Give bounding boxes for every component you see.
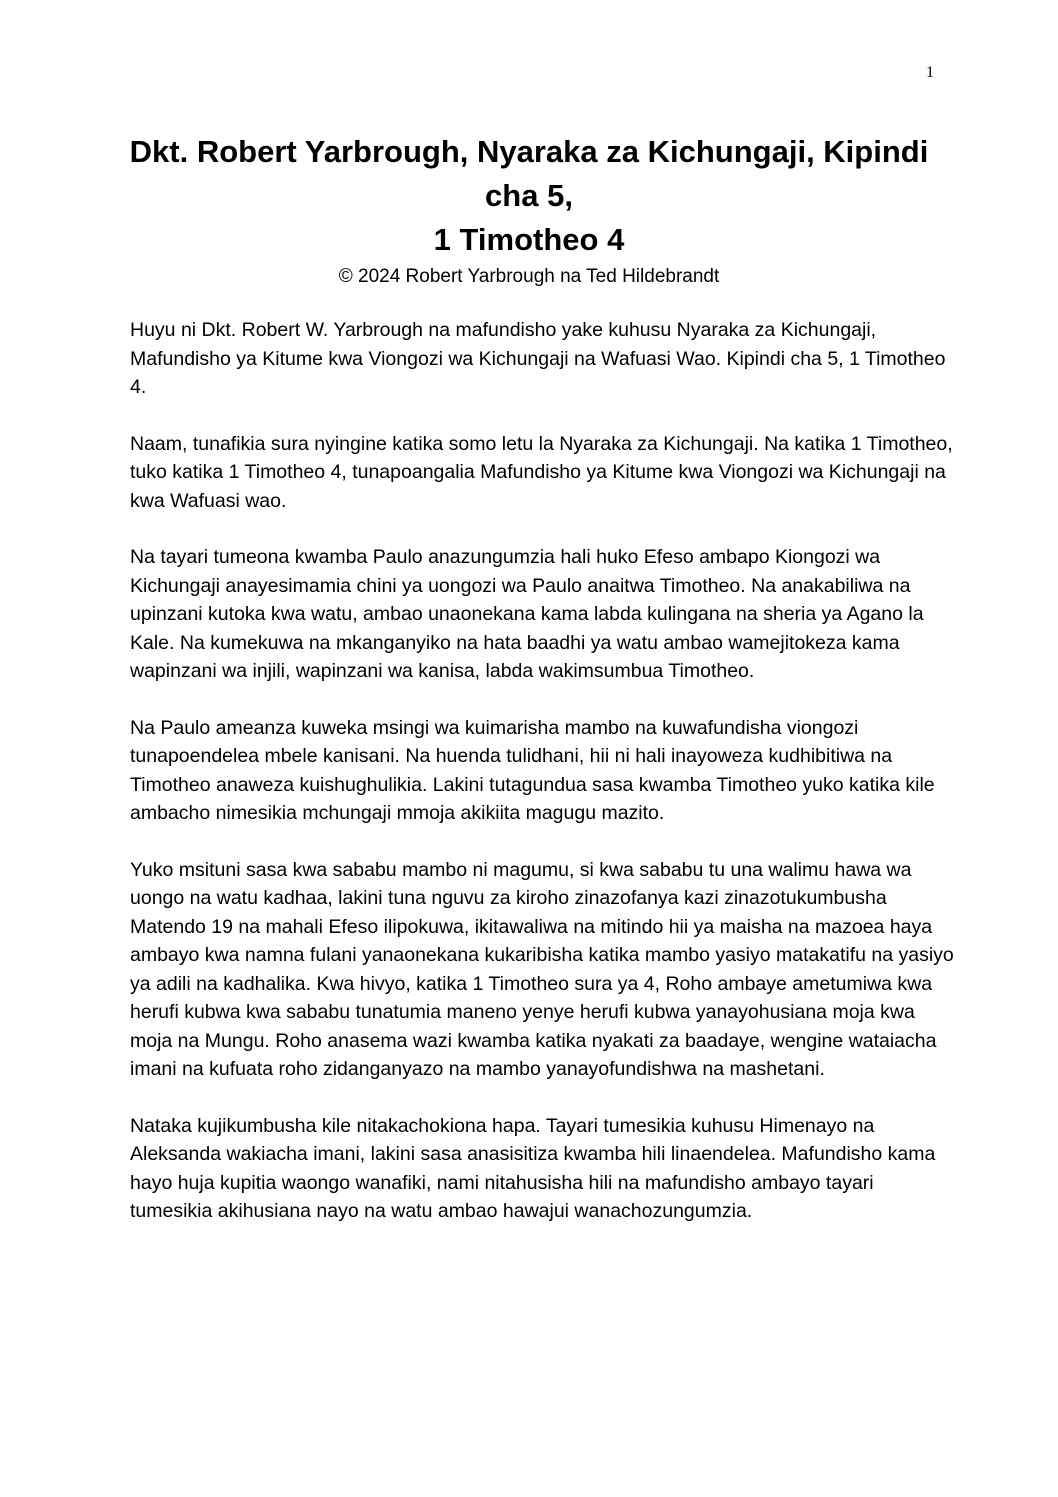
title-line-3: 1 Timotheo 4	[433, 222, 625, 257]
document-title	[110, 130, 948, 262]
paragraph-2: Naam, tunafikia sura nyingine katika somo letu la Nyaraka za Kichungaji. Na katika 1 Timotheo, tuko katika 1 Timotheo 4, tunapoangalia Mafundisho ya Kitume kwa Viongozi wa Kichungaji na kwa Wafuasi wao.	[130, 432, 953, 512]
paragraph-1: Huyu ni Dkt. Robert W. Yarbrough na mafundisho yake kuhusu Nyaraka za Kichungaji, Mafundisho ya Kitume kwa Viongozi wa Kichungaji na Wafuasi Wao. Kipindi cha 5, 1 Timotheo 4.	[130, 319, 946, 398]
page-number: 1	[926, 64, 934, 81]
document-header	[110, 130, 948, 290]
paragraph-4: Na Paulo ameanza kuweka msingi wa kuimarisha mambo na kuwafundisha viongozi tunapoendelea mbele kanisani. Na huenda tulidhani, hii ni hali inayoweza kudhibitiwa na Timotheo anaweza kuishughulikia. Lakini tutagundua sasa kwamba Timotheo yuko katika kile ambacho nimesikia mchungaji mmoja akikiita magugu mazito.	[130, 716, 935, 824]
document-body	[130, 316, 960, 1254]
paragraph-6: Nataka kujikumbusha kile nitakachokiona hapa. Tayari tumesikia kuhusu Himenayo na Aleksanda wakiacha imani, lakini sasa anasisitiza kwamba hili linaendelea. Mafundisho kama hayo huja kupitia waongo wanafiki, nami nitahusisha hili na mafundisho ambayo tayari tumesikia akihusiana nayo na watu ambao hawajui wanachozungumzia.	[130, 1114, 936, 1222]
title-line-1: Dkt. Robert Yarbrough, Nyaraka za Kichungaji, Kipindi	[129, 134, 929, 169]
copyright-notice: © 2024 Robert Yarbrough na Ted Hildebrandt	[338, 266, 720, 287]
title-line-2: cha 5,	[485, 178, 573, 213]
paragraph-5: Yuko msituni sasa kwa sababu mambo ni magumu, si kwa sababu tu una walimu hawa wa uongo na watu kadhaa, lakini tuna nguvu za kiroho zinazofanya kazi zinazotukumbusha Matendo 19 na mahali Efeso ilipokuwa, ikitawaliwa na mitindo hii ya maisha na mazoea haya ambayo kwa namna fulani yanaonekana kukaribisha katika mambo yasiyo matakatifu na yasiyo ya adili na kadhalika. Kwa hivyo, katika 1 Timotheo sura ya 4, Roho ambaye ametumiwa kwa herufi kubwa kwa sababu tunatumia maneno yenye herufi kubwa yanayohusiana moja kwa moja na Mungu. Roho anasema wazi kwamba katika nyakati za baadaye, wengine wataiacha imani na kufuata roho zidanganyazo na mambo yanayofundishwa na mashetani.	[130, 858, 954, 1080]
paragraph-3: Na tayari tumeona kwamba Paulo anazungumzia hali huko Efeso ambapo Kiongozi wa Kichungaji anayesimamia chini ya uongozi wa Paulo anaitwa Timotheo. Na anakabiliwa na upinzani kutoka kwa watu, ambao unaonekana kama labda kulingana na sheria ya Agano la Kale. Na kumekuwa na mkanganyiko na hata baadhi ya watu ambao wamejitokeza kama wapinzani wa injili, wapinzani wa kanisa, labda wakimsumbua Timotheo.	[130, 546, 924, 682]
